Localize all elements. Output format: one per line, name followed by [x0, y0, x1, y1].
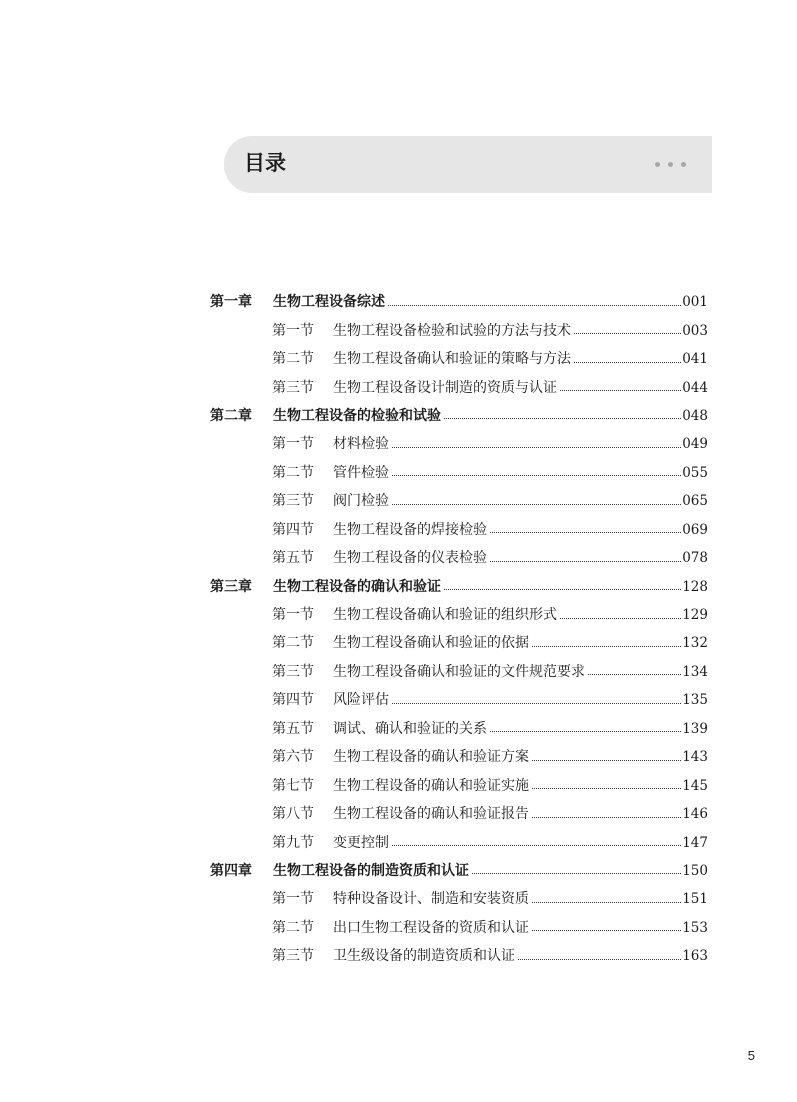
dot-icon	[681, 162, 686, 167]
toc-entry-number: 第一节	[272, 607, 314, 624]
toc-entry-title: 生物工程设备的确认和验证	[273, 578, 441, 595]
page-number: 5	[747, 1048, 755, 1063]
dot-leader	[490, 560, 681, 562]
toc-section-entry[interactable]	[210, 942, 708, 970]
toc-section-entry[interactable]	[210, 345, 708, 373]
toc-entry-title: 生物工程设备设计制造的资质与认证	[333, 379, 557, 396]
toc-entry-title: 材料检验	[333, 436, 389, 453]
toc-entry-page: 134	[682, 663, 708, 680]
toc-entry-page: 044	[682, 379, 708, 396]
toc-entry-page: 048	[682, 407, 708, 424]
dot-leader	[560, 617, 681, 619]
toc-header-banner	[224, 136, 712, 193]
dot-leader	[444, 588, 681, 590]
toc-entry-page: 139	[682, 720, 708, 737]
toc-entry-title: 生物工程设备的检验和试验	[273, 407, 441, 424]
toc-entry-title: 调试、确认和验证的关系	[333, 720, 487, 737]
toc-entry-title: 生物工程设备的确认和验证实施	[333, 777, 529, 794]
toc-entry-number: 第三节	[272, 493, 314, 510]
toc-section-entry[interactable]	[210, 629, 708, 657]
toc-entry-page: 055	[682, 464, 708, 481]
toc-section-entry[interactable]	[210, 430, 708, 458]
toc-entry-page: 153	[682, 919, 708, 936]
toc-entry-page: 135	[682, 692, 708, 709]
toc-entry-page: 163	[682, 948, 708, 965]
dot-leader	[574, 332, 681, 334]
toc-section-entry[interactable]	[210, 516, 708, 544]
toc-entry-number: 第五节	[272, 550, 314, 567]
dot-leader	[560, 389, 681, 391]
toc-section-entry[interactable]	[210, 544, 708, 572]
toc-chapter-entry[interactable]	[210, 288, 708, 316]
toc-entry-title: 管件检验	[333, 464, 389, 481]
toc-entry-number: 第二节	[272, 351, 314, 368]
dot-leader	[444, 417, 681, 419]
dot-leader	[574, 361, 681, 363]
toc-entry-number: 第三节	[272, 948, 314, 965]
toc-section-entry[interactable]	[210, 800, 708, 828]
toc-entry-title: 特种设备设计、制造和安装资质	[333, 891, 529, 908]
toc-entry-number: 第五节	[272, 720, 314, 737]
toc-entry-page: 065	[682, 493, 708, 510]
toc-entry-page: 151	[682, 891, 708, 908]
toc-entry-page: 146	[682, 806, 708, 823]
toc-entry-page: 150	[682, 862, 708, 879]
table-of-contents	[210, 288, 708, 971]
toc-entry-title: 风险评估	[333, 692, 389, 709]
toc-entry-page: 003	[682, 322, 708, 339]
toc-entry-page: 041	[682, 351, 708, 368]
dot-icon	[668, 162, 673, 167]
toc-entry-number: 第三节	[272, 663, 314, 680]
toc-section-entry[interactable]	[210, 771, 708, 799]
toc-entry-page: 145	[682, 777, 708, 794]
dot-leader	[518, 958, 681, 960]
toc-entry-title: 生物工程设备的焊接检验	[333, 521, 487, 538]
toc-entry-title: 生物工程设备的仪表检验	[333, 550, 487, 567]
decorative-dots	[655, 162, 686, 167]
toc-section-entry[interactable]	[210, 743, 708, 771]
toc-entry-number: 第一节	[272, 436, 314, 453]
toc-entry-number: 第二节	[272, 464, 314, 481]
toc-entry-title: 生物工程设备确认和验证的依据	[333, 635, 529, 652]
toc-entry-page: 078	[682, 550, 708, 567]
toc-entry-number: 第一节	[272, 322, 314, 339]
toc-entry-title: 生物工程设备的确认和验证方案	[333, 749, 529, 766]
dot-leader	[532, 759, 681, 761]
dot-leader	[532, 787, 681, 789]
dot-leader	[392, 474, 681, 476]
toc-entry-title: 出口生物工程设备的资质和认证	[333, 919, 529, 936]
toc-entry-number: 第二章	[210, 407, 252, 424]
toc-entry-number: 第三章	[210, 578, 252, 595]
toc-entry-number: 第一章	[210, 294, 252, 311]
dot-leader	[490, 730, 681, 732]
toc-section-entry[interactable]	[210, 828, 708, 856]
toc-entry-page: 129	[682, 607, 708, 624]
toc-section-entry[interactable]	[210, 686, 708, 714]
toc-entry-number: 第七节	[272, 777, 314, 794]
toc-entry-page: 132	[682, 635, 708, 652]
dot-leader	[588, 673, 681, 675]
toc-entry-number: 第四章	[210, 862, 252, 879]
toc-section-entry[interactable]	[210, 316, 708, 344]
dot-leader	[532, 929, 681, 931]
dot-leader	[490, 531, 681, 533]
toc-entry-number: 第四节	[272, 692, 314, 709]
toc-entry-title: 变更控制	[333, 834, 389, 851]
toc-entry-title: 生物工程设备的确认和验证报告	[333, 806, 529, 823]
dot-leader	[392, 702, 681, 704]
toc-entry-title: 生物工程设备确认和验证的策略与方法	[333, 351, 571, 368]
dot-leader	[388, 304, 681, 306]
toc-entry-title: 生物工程设备的制造资质和认证	[273, 862, 469, 879]
toc-entry-page: 143	[682, 749, 708, 766]
toc-entry-title: 卫生级设备的制造资质和认证	[333, 948, 515, 965]
toc-entry-number: 第六节	[272, 749, 314, 766]
toc-entry-page: 147	[682, 834, 708, 851]
toc-entry-title: 生物工程设备确认和验证的组织形式	[333, 607, 557, 624]
toc-entry-page: 069	[682, 521, 708, 538]
dot-icon	[655, 162, 660, 167]
toc-entry-number: 第二节	[272, 919, 314, 936]
toc-entry-number: 第二节	[272, 635, 314, 652]
toc-entry-title: 生物工程设备检验和试验的方法与技术	[333, 322, 571, 339]
toc-entry-page: 049	[682, 436, 708, 453]
toc-section-entry[interactable]	[210, 885, 708, 913]
toc-section-entry[interactable]	[210, 715, 708, 743]
toc-section-entry[interactable]	[210, 914, 708, 942]
toc-section-entry[interactable]	[210, 487, 708, 515]
toc-entry-number: 第九节	[272, 834, 314, 851]
toc-entry-number: 第一节	[272, 891, 314, 908]
toc-entry-number: 第八节	[272, 806, 314, 823]
toc-entry-number: 第四节	[272, 521, 314, 538]
dot-leader	[532, 901, 681, 903]
toc-section-entry[interactable]	[210, 459, 708, 487]
page-title: 目录	[244, 151, 286, 175]
toc-section-entry[interactable]	[210, 601, 708, 629]
toc-entry-title: 阀门检验	[333, 493, 389, 510]
toc-section-entry[interactable]	[210, 373, 708, 401]
toc-entry-page: 128	[682, 578, 708, 595]
toc-section-entry[interactable]	[210, 658, 708, 686]
toc-chapter-entry[interactable]	[210, 402, 708, 430]
dot-leader	[472, 872, 681, 874]
toc-entry-number: 第三节	[272, 379, 314, 396]
dot-leader	[532, 816, 681, 818]
dot-leader	[392, 844, 681, 846]
dot-leader	[532, 645, 681, 647]
toc-entry-title: 生物工程设备综述	[273, 294, 385, 311]
toc-chapter-entry[interactable]	[210, 857, 708, 885]
dot-leader	[392, 503, 681, 505]
dot-leader	[392, 446, 681, 448]
toc-entry-page: 001	[682, 294, 708, 311]
toc-chapter-entry[interactable]	[210, 572, 708, 600]
toc-entry-title: 生物工程设备确认和验证的文件规范要求	[333, 663, 585, 680]
